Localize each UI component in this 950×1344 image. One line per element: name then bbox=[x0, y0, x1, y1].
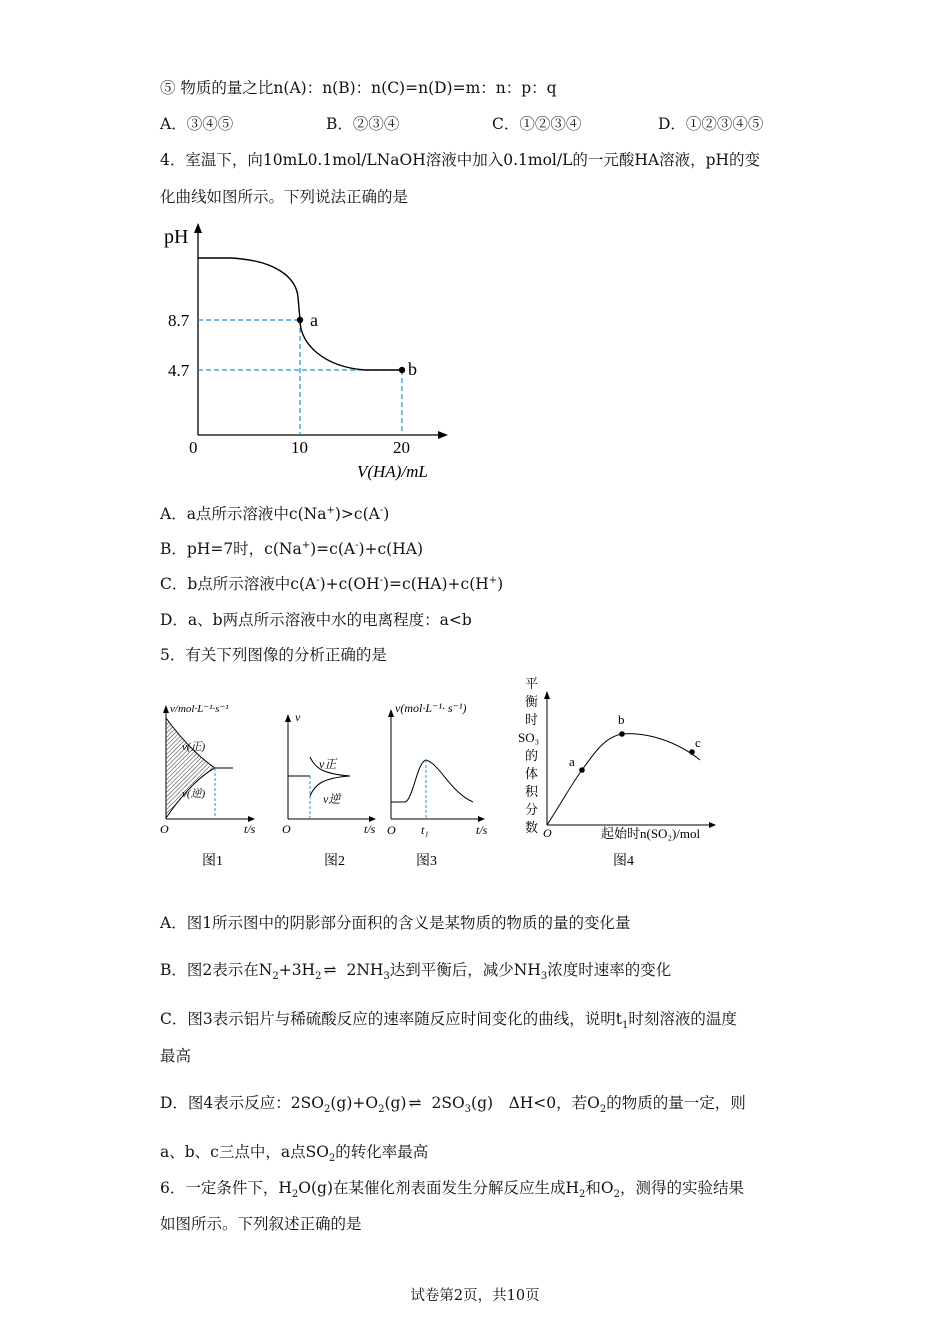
fig4-x-arrow-icon bbox=[709, 822, 716, 828]
q4-stem-line2: 化曲线如图所示。下列说法正确的是 bbox=[160, 188, 409, 206]
x-tick-10: 10 bbox=[291, 438, 308, 457]
q5-option-c-line1: C．图3表示铝片与稀硫酸反应的速率随反应时间变化的曲线，说明$t_1$时刻溶液的温度 bbox=[160, 1010, 737, 1032]
figure-3 bbox=[387, 701, 488, 837]
fig2-fwd-label: v正 bbox=[319, 757, 337, 771]
fig3-x-arrow-icon bbox=[478, 816, 485, 822]
fig2-y-arrow-icon bbox=[285, 714, 291, 722]
fig1-origin: O bbox=[160, 822, 169, 836]
fig4-curve bbox=[547, 734, 700, 825]
fig4-label-b: b bbox=[618, 712, 625, 727]
fig4-y-char-2: 衡 bbox=[525, 694, 539, 709]
q3-option-a: A．③④⑤ bbox=[160, 115, 234, 133]
q5-option-d-line1: D．图4表示反应：$2SO_2(g)+O_2(g)$ ⇌ $2SO_3(g)$ ΔH<0，若$O_2$的物质的量一定，则 bbox=[160, 1094, 746, 1116]
y-tick-87: 8.7 bbox=[168, 311, 190, 330]
fig4-y-char-3: 时 bbox=[525, 712, 539, 727]
fig4-point-b bbox=[619, 731, 625, 737]
y-axis-arrow-icon bbox=[194, 223, 202, 233]
point-b-label: b bbox=[408, 359, 417, 379]
caption-fig4: 图4 bbox=[613, 854, 634, 869]
q4-option-d: D．a、b两点所示溶液中水的电离程度：a<b bbox=[160, 611, 472, 629]
x-axis-label: V(HA)/mL bbox=[357, 462, 428, 481]
q5-option-b: B．图2表示在$N_2+3H_2$ ⇌ $2NH_3$达到平衡后，减少$NH_3$浓度时速率的变化 bbox=[160, 961, 672, 983]
fig2-x-label: t/s bbox=[364, 822, 376, 836]
fig4-y-char-4: SO₃ bbox=[518, 730, 540, 745]
fig1-fwd-label: v(正) bbox=[182, 741, 206, 753]
q4-option-a: A．a点所示溶液中c(Na+)>c(A-) bbox=[160, 504, 390, 523]
q4-stem-line1: 4．室温下，向10mL0.1mol/LNaOH溶液中加入0.1mol/L的一元酸HA溶液，pH的变 bbox=[160, 151, 761, 169]
x-tick-0: 0 bbox=[189, 438, 198, 457]
q4-ph-graph bbox=[150, 215, 470, 485]
x-tick-20: 20 bbox=[393, 438, 410, 457]
q6-stem-line1: 6．一定条件下，$H_2O(g)$在某催化剂表面发生分解反应生成$H_2$和$O_2$，测得的实验结果 bbox=[160, 1179, 744, 1201]
x-axis-arrow-icon bbox=[438, 431, 448, 439]
point-b-marker bbox=[399, 367, 405, 373]
figure-2 bbox=[282, 710, 376, 836]
fig1-shaded-area bbox=[166, 718, 215, 818]
q4-option-b: B．pH=7时，c(Na+)=c(A-)+c(HA) bbox=[160, 539, 423, 558]
fig1-x-label: t/s bbox=[244, 822, 256, 836]
fig4-origin: O bbox=[543, 826, 552, 840]
q3-option-d: D．①②③④⑤ bbox=[658, 115, 764, 133]
fig1-y-arrow-icon bbox=[163, 705, 169, 713]
q5-option-d-line2: a、b、c三点中，a点$SO_2$的转化率最高 bbox=[160, 1143, 429, 1165]
q3-option-c: C．①②③④ bbox=[492, 115, 582, 133]
fig2-origin: O bbox=[282, 822, 291, 836]
fig1-y-label: v/mol·L⁻¹·s⁻¹ bbox=[170, 703, 229, 715]
fig1-rev-label: v(逆) bbox=[182, 788, 206, 800]
fig3-y-label: v(mol·L⁻¹· s⁻¹) bbox=[395, 701, 467, 715]
fig4-point-c bbox=[689, 749, 695, 755]
y-tick-47: 4.7 bbox=[168, 361, 190, 380]
q5-figures bbox=[155, 672, 755, 872]
fig4-y-char-1: 平 bbox=[525, 676, 539, 691]
fig4-y-char-7: 积 bbox=[525, 784, 539, 799]
fig4-label-c: c bbox=[695, 735, 701, 750]
q5-stem: 5．有关下列图像的分析正确的是 bbox=[160, 646, 387, 664]
q5-option-a: A．图1所示图中的阴影部分面积的含义是某物质的物质的量的变化量 bbox=[160, 914, 631, 932]
figure-1 bbox=[160, 703, 256, 836]
caption-fig2: 图2 bbox=[324, 854, 345, 869]
q3-item5: ⑤ 物质的量之比n(A)：n(B)：n(C)=n(D)=m：n：p：q bbox=[160, 79, 557, 97]
q6-stem-line2: 如图所示。下列叙述正确的是 bbox=[160, 1215, 362, 1233]
page-footer: 试卷第2页，共10页 bbox=[410, 1288, 540, 1304]
fig3-origin: O bbox=[387, 823, 396, 837]
figure-4 bbox=[518, 676, 716, 841]
fig4-y-arrow-icon bbox=[544, 691, 550, 699]
fig3-x-label: t/s bbox=[476, 823, 488, 837]
fig2-y-label: v bbox=[295, 710, 301, 724]
fig4-y-char-8: 分 bbox=[525, 802, 539, 817]
fig4-x-label: 起始时n(SO₂)/mol bbox=[601, 826, 701, 841]
fig4-y-char-9: 数 bbox=[525, 820, 539, 835]
q4-option-c: C．b点所示溶液中c(A-)+c(OH-)=c(HA)+c(H+) bbox=[160, 574, 504, 593]
fig4-y-char-5: 的 bbox=[525, 748, 539, 763]
point-a-marker bbox=[297, 317, 303, 323]
q3-option-b: B．②③④ bbox=[326, 115, 400, 133]
caption-fig1: 图1 bbox=[202, 854, 223, 869]
point-a-label: a bbox=[310, 310, 318, 330]
fig4-y-char-6: 体 bbox=[525, 766, 539, 781]
caption-fig3: 图3 bbox=[416, 854, 437, 869]
fig3-rate-curve bbox=[391, 760, 473, 802]
fig4-label-a: a bbox=[569, 754, 575, 769]
fig2-rev-label: v逆 bbox=[323, 792, 341, 806]
y-axis-label: pH bbox=[164, 226, 189, 248]
fig4-point-a bbox=[579, 767, 585, 773]
q5-option-c-line2: 最高 bbox=[160, 1047, 192, 1065]
fig3-y-arrow-icon bbox=[388, 709, 394, 717]
fig3-tick-t1: t₁ bbox=[421, 823, 429, 837]
